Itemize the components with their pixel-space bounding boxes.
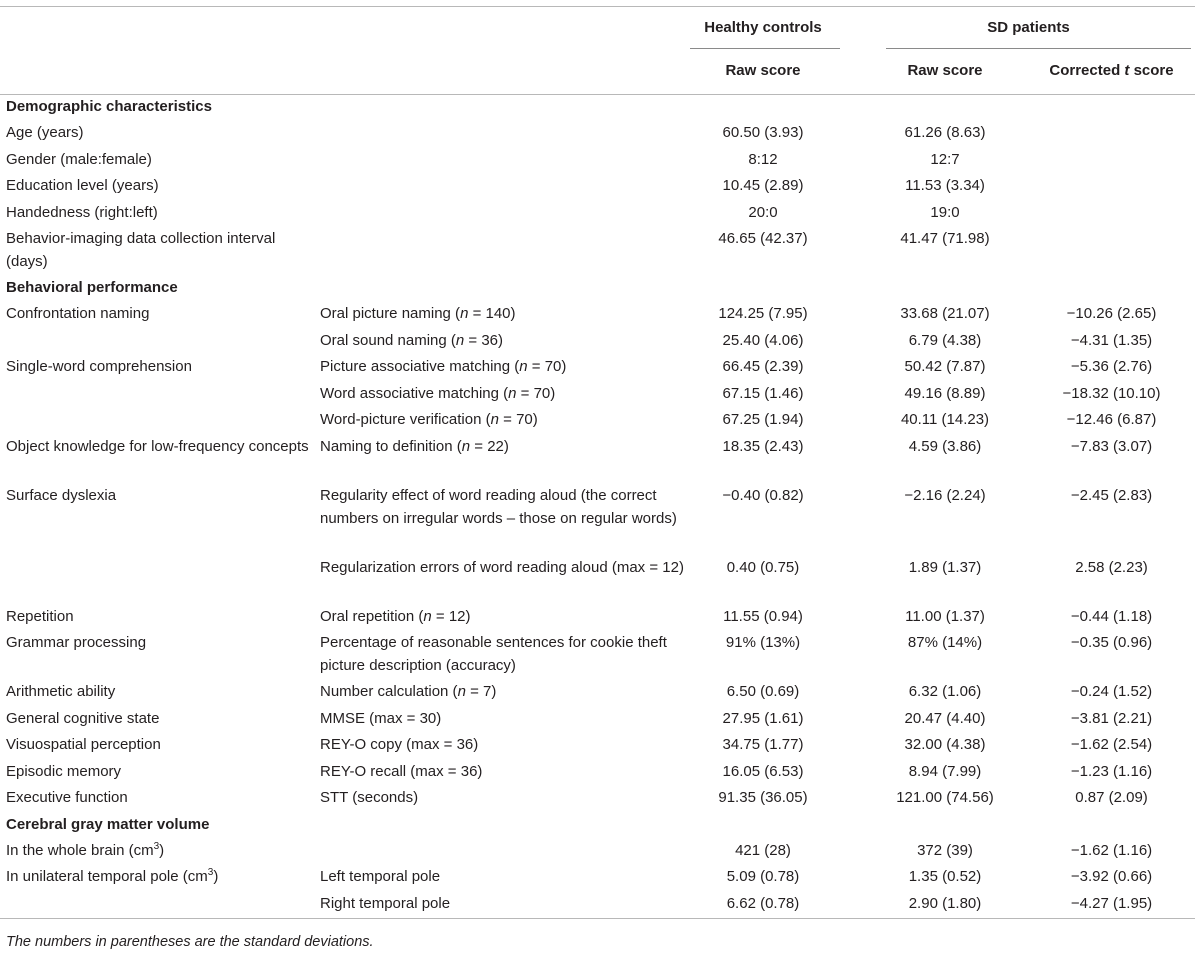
- table-row: Repetition Oral repetition (n = 12) 11.55 (0.94) 11.00 (1.37) −0.44 (1.18): [6, 607, 1153, 625]
- column-header-hc-raw: Raw score: [725, 62, 801, 79]
- table-row: Gender (male:female) 8:12 12:7: [6, 150, 960, 168]
- section-title-behavioral: Behavioral performance: [6, 279, 178, 296]
- table-row: General cognitive state MMSE (max = 30) 27.95 (1.61) 20.47 (4.40) −3.81 (2.21): [6, 709, 1153, 727]
- table-row: Visuospatial perception REY-O copy (max = 36) 34.75 (1.77) 32.00 (4.38) −1.62 (2.54): [6, 736, 1153, 753]
- table-row: In unilateral temporal pole $(cm^3)$ Left temporal pole 5.09 (0.78) 1.35 (0.52) −3.92 (0.66): [6, 867, 1153, 885]
- table-row: Confrontation naming Oral picture naming (n = 140) 124.25 (7.95) 33.68 (21.07) −10.26 (2.65): [6, 305, 1157, 322]
- table-row: Age (years) 60.50 (3.93) 61.26 (8.63): [6, 124, 986, 141]
- table-row: Behavior-imaging data collection interval (days) 46.65 (42.37) 41.47 (71.98): [6, 230, 990, 270]
- table-row: Arithmetic ability Number calculation (n = 7) 6.50 (0.69) 6.32 (1.06) −0.24 (1.52): [6, 683, 1153, 700]
- table-row: Right temporal pole 6.62 (0.78) 2.90 (1.80) −4.27 (1.95): [0, 892, 1195, 919]
- section-title-gray-matter: Cerebral gray matter volume: [6, 815, 210, 833]
- table-row: Regularization errors of word reading aloud (max = 12) 0.40 (0.75) 1.89 (1.37) 2.58 (2.23): [320, 558, 1148, 576]
- table-row: Oral sound naming (n = 36) 25.40 (4.06) 6.79 (4.38) −4.31 (1.35): [320, 331, 1153, 349]
- table-row: Word associative matching (n = 70) 67.15 (1.46) 49.16 (8.89) −18.32 (10.10): [320, 384, 1161, 402]
- table-row: Surface dyslexia Regularity effect of word reading aloud (the correct numbers on irregular words – those on regular words) −0.40 (0.82) −2.16 (2.24) −2.45 (2.83): [6, 486, 1153, 527]
- group-header-sd: SD patients: [862, 7, 1195, 48]
- table-row: Episodic memory REY-O recall (max = 36) 16.05 (6.53) 8.94 (7.99) −1.23 (1.16): [6, 762, 1153, 780]
- section-row: [0, 813, 1195, 839]
- section-row: [0, 276, 1195, 302]
- header-row-groups: [0, 7, 1195, 48]
- table-row: Object knowledge for low-frequency concepts Naming to definition (n = 22) 18.35 (2.43) 4.59 (3.86) −7.83 (3.07): [6, 437, 1153, 455]
- group-header-healthy: Healthy controls: [686, 7, 862, 48]
- table-row: Word-picture verification (n = 70) 67.25 (1.94) 40.11 (14.23) −12.46 (6.87): [320, 411, 1157, 428]
- column-header-sd-raw: Raw score: [907, 62, 983, 79]
- table-footnote: The numbers in parentheses are the standard deviations.: [6, 934, 374, 950]
- table-row: In the whole brain $(cm^3)$ 421 (28) 372 (39) −1.62 (1.16): [6, 840, 1153, 859]
- table-row: Single-word comprehension Picture associative matching (n = 70) 66.45 (2.39) 50.42 (7.87) −5.36 (2.76): [6, 358, 1153, 375]
- table-row: Handedness (right:left) 20:0 19:0: [6, 203, 960, 221]
- section-title-demographic: Demographic characteristics: [0, 95, 1195, 122]
- header-row-columns: [0, 47, 1195, 95]
- table-row: Executive function STT (seconds) 91.35 (36.05) 121.00 (74.56) 0.87 (2.09): [6, 789, 1148, 806]
- column-header-sd-corrected: Corrected t score: [1049, 62, 1174, 79]
- table-row: Education level (years) 10.45 (2.89) 11.53 (3.34): [6, 177, 985, 194]
- section-row: [0, 95, 1195, 122]
- results-table: [0, 6, 1195, 919]
- table-row: Grammar processing Percentage of reasonable sentences for cookie theft picture description (accuracy) 91% (13%) 87% (14%) −0.35 (0.96): [6, 634, 1153, 674]
